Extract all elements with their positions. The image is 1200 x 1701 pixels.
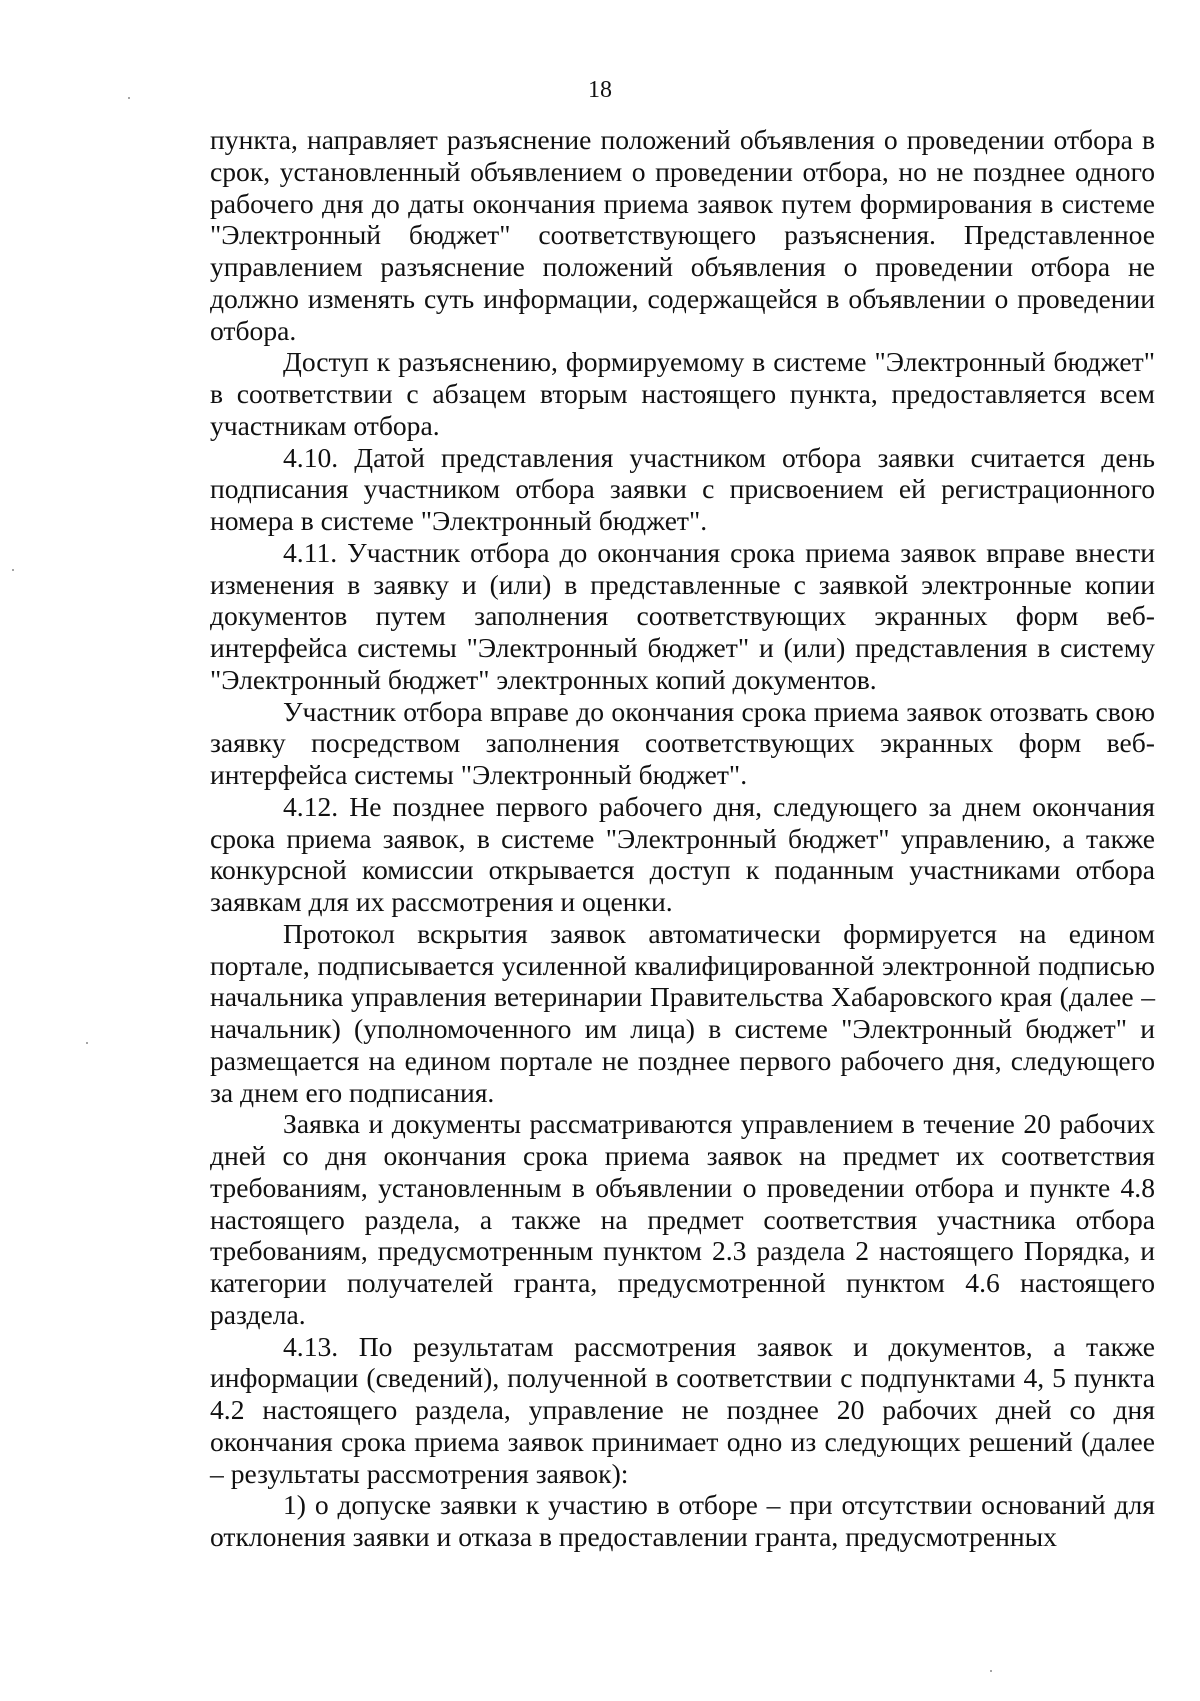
scan-speck xyxy=(128,97,130,99)
paragraph-2: Доступ к разъяснению, формируемому в системе "Электронный бюджет" в соответствии с абзацем вторым настоящего пункта, предоставляется всем участникам отбора. xyxy=(210,346,1155,441)
page-number: 18 xyxy=(588,77,612,103)
paragraph-8: Заявка и документы рассматриваются управлением в течение 20 рабочих дней со дня окончания срока приема заявок на предмет их соответствия требованиям, установленным в объявлении о проведении отбора и пункте 4.8 настоящего раздела, а также на предмет соответствия участника отбора требованиям, предусмотренным пунктом 2.3 раздела 2 настоящего Порядка, и категории получателей гранта, предусмотренной пунктом 4.6 настоящего раздела. xyxy=(210,1108,1155,1330)
paragraph-10: 1) о допуске заявки к участию в отборе – при отсутствии оснований для отклонения заявки и отказа в предоставлении гранта, предусмотренных xyxy=(210,1489,1155,1552)
paragraph-4: 4.11. Участник отбора до окончания срока приема заявок вправе внести изменения в заявку и (или) в представленные с заявкой электронные копии документов путем заполнения соответствующих экранных форм веб-интерфейса системы "Электронный бюджет" и (или) представления в систему "Электронный бюджет" электронных копий документов. xyxy=(210,536,1155,695)
document-body xyxy=(210,124,1155,1553)
paragraph-7: Протокол вскрытия заявок автоматически формируется на едином портале, подписывается усиленной квалифицированной электронной подписью начальника управления ветеринарии Правительства Хабаровского края (далее – начальник) (уполномоченного им лица) в системе "Электронный бюджет" и размещается на едином портале не позднее первого рабочего дня, следующего за днем его подписания. xyxy=(210,917,1155,1108)
scan-speck xyxy=(86,1042,88,1044)
scan-speck xyxy=(12,569,14,571)
scan-speck xyxy=(990,1670,992,1672)
paragraph-9: 4.13. По результатам рассмотрения заявок и документов, а также информации (сведений), полученной в соответствии с подпунктами 4, 5 пункта 4.2 настоящего раздела, управление не позднее 20 рабочих дней со дня окончания срока приема заявок принимает одно из следующих решений (далее – результаты рассмотрения заявок): xyxy=(210,1330,1155,1489)
paragraph-5: Участник отбора вправе до окончания срока приема заявок отозвать свою заявку посредством заполнения соответствующих экранных форм веб-интерфейса системы "Электронный бюджет". xyxy=(210,695,1155,790)
paragraph-6: 4.12. Не позднее первого рабочего дня, следующего за днем окончания срока приема заявок, в системе "Электронный бюджет" управлению, а также конкурсной комиссии открывается доступ к поданным участниками отбора заявкам для их рассмотрения и оценки. xyxy=(210,790,1155,917)
paragraph-3: 4.10. Датой представления участником отбора заявки считается день подписания участником отбора заявки с присвоением ей регистрационного номера в системе "Электронный бюджет". xyxy=(210,441,1155,536)
paragraph-1: пункта, направляет разъяснение положений объявления о проведении отбора в срок, установленный объявлением о проведении отбора, но не позднее одного рабочего дня до даты окончания приема заявок путем формирования в системе "Электронный бюджет" соответствующего разъяснения. Представленное управлением разъяснение положений объявления о проведении отбора не должно изменять суть информации, содержащейся в объявлении о проведении отбора. xyxy=(210,124,1155,346)
